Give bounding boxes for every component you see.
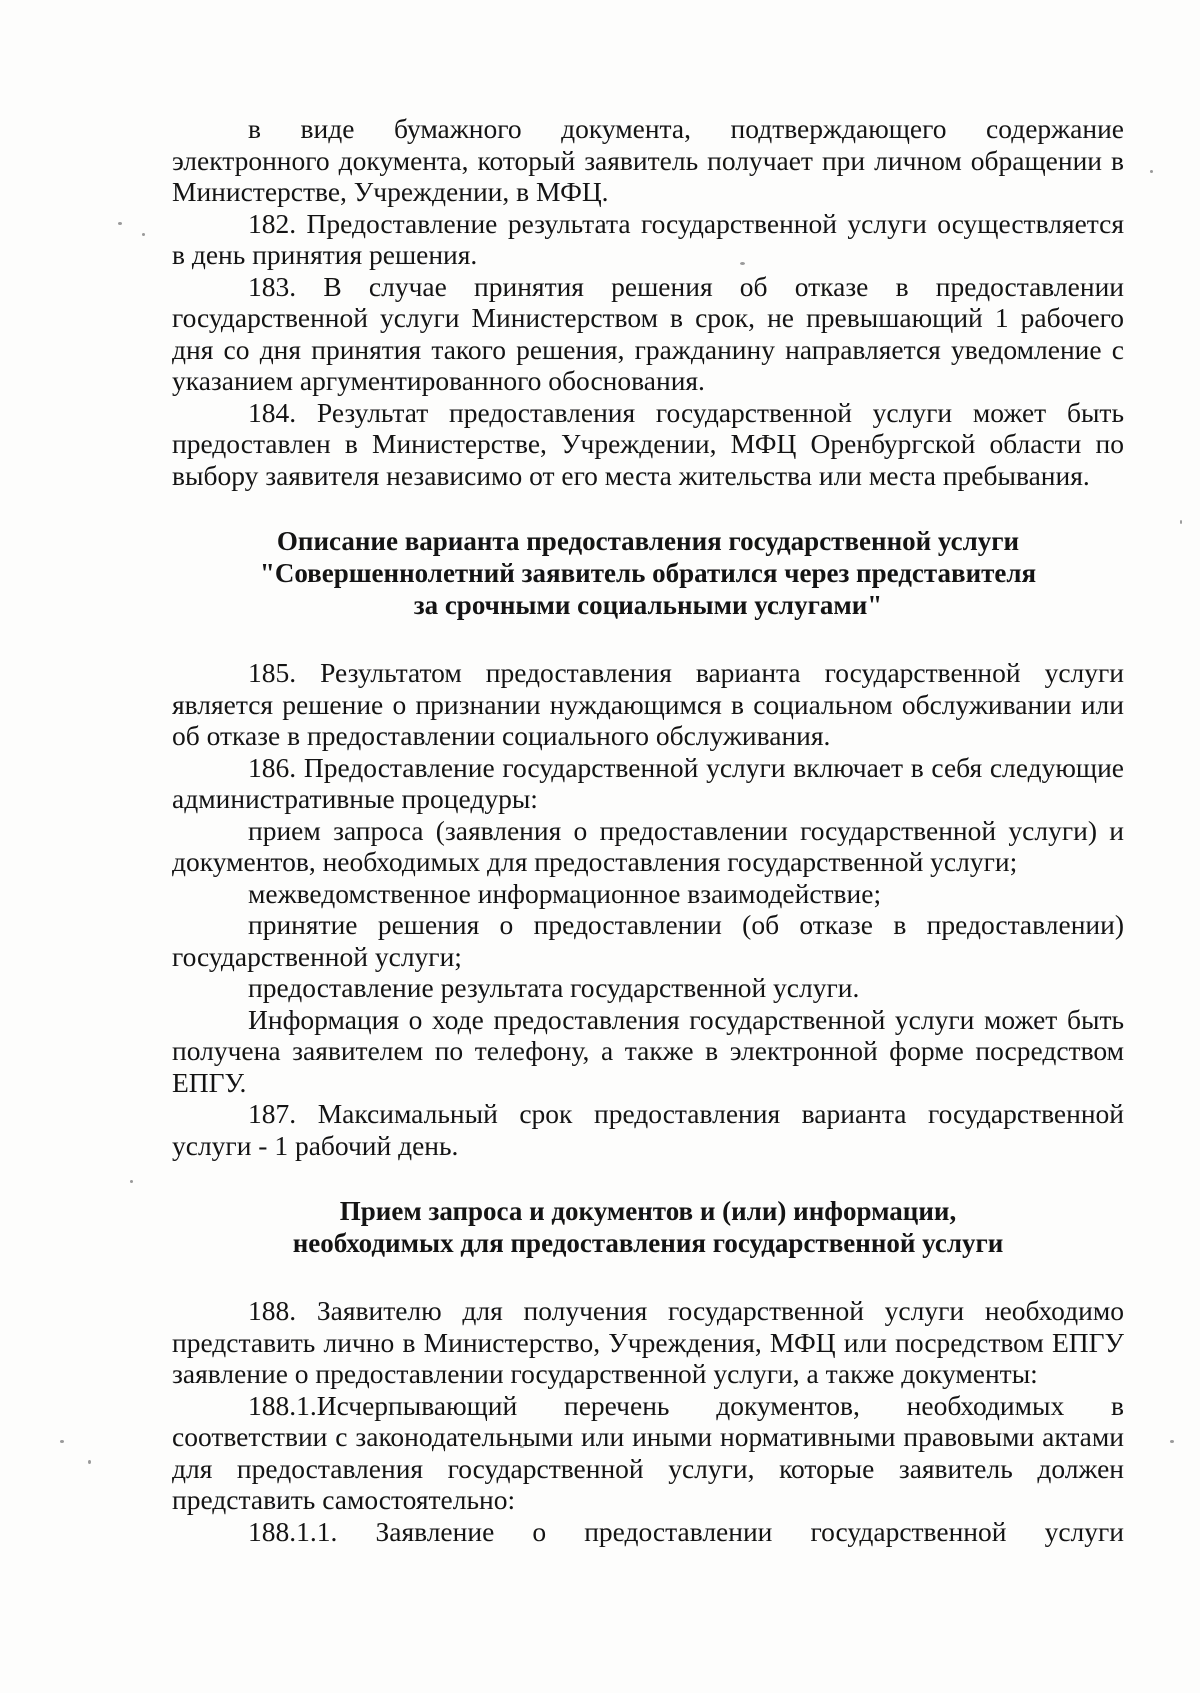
- scan-noise: [1150, 170, 1153, 173]
- paragraph-182: 182. Предоставление результата государственной услуги осуществляется в день принятия решения.: [172, 207, 1124, 270]
- scan-noise: [1170, 1440, 1174, 1443]
- section-heading-request: [172, 1195, 1124, 1259]
- scan-noise: [118, 222, 122, 225]
- paragraph-187: 187. Максимальный срок предоставления варианта государственной услуги - 1 рабочий день.: [172, 1098, 1124, 1161]
- paragraph-188-1-1: 188.1.1. Заявление о предоставлении государственной услуги: [248, 1515, 1124, 1547]
- heading-line: необходимых для предоставления государственной услуги: [292, 1228, 1004, 1258]
- paragraph-184: 184. Результат предоставления государственной услуги может быть предоставлен в Министерстве, Учреждении, МФЦ Оренбургской области по выбору заявителя независимо от его места жительства или места пребывания.: [172, 396, 1124, 491]
- spacer: [172, 1161, 1124, 1195]
- heading-line: Описание варианта предоставления государственной услуги: [276, 526, 1020, 556]
- scan-noise: [60, 1440, 64, 1443]
- paragraph-183: 183. В случае принятия решения об отказе в предоставлении государственной услуги Министерством в срок, не превышающий 1 рабочего дня со дня принятия такого решения, гражданину направляется уведомление с указанием аргументированного обоснования.: [172, 270, 1124, 396]
- procedure-item: прием запроса (заявления о предоставлении государственной услуги) и документов, необходимых для предоставления государственной услуги;: [172, 814, 1124, 877]
- document-body: [172, 113, 1124, 1547]
- procedure-item: принятие решения о предоставлении (об отказе в предоставлении) государственной услуги;: [172, 909, 1124, 972]
- procedure-item: предоставление результата государственной услуги.: [248, 972, 860, 1003]
- paragraph-188: 188. Заявителю для получения государственной услуги необходимо представить лично в Министерство, Учреждения, МФЦ или посредством ЕПГУ заявление о предоставлении государственной услуги, а также документы:: [172, 1295, 1124, 1389]
- paragraph-continued: в виде бумажного документа, подтверждающего содержание электронного документа, который заявитель получает при личном обращении в Министерстве, Учреждении, в МФЦ.: [172, 113, 1124, 207]
- section-heading-variant: [172, 525, 1124, 621]
- spacer: [172, 491, 1124, 525]
- paragraph-186: 186. Предоставление государственной услуги включает в себя следующие административные процедуры:: [172, 751, 1124, 814]
- paragraph-188-1: 188.1.Исчерпывающий перечень документов, необходимых в соответствии с законодательными или иными нормативными правовыми актами для предоставления государственной услуги, которые заявитель должен представить самостоятельно:: [172, 1389, 1124, 1515]
- scan-noise: [142, 233, 145, 236]
- spacer: [172, 1259, 1124, 1295]
- paragraph-info: Информация о ходе предоставления государственной услуги может быть получена заявителем по телефону, а также в электронной форме посредством ЕПГУ.: [172, 1003, 1124, 1098]
- paragraph-185: 185. Результатом предоставления варианта государственной услуги является решение о признании нуждающимся в социальном обслуживании или об отказе в предоставлении социального обслуживания.: [172, 657, 1124, 751]
- heading-line: "Совершеннолетний заявитель обратился через представителя: [259, 558, 1037, 588]
- spacer: [172, 621, 1124, 657]
- scan-noise: [88, 1460, 91, 1464]
- procedure-item: межведомственное информационное взаимодействие;: [248, 877, 882, 909]
- scan-noise: [130, 1180, 133, 1183]
- heading-line: Прием запроса и документов и (или) информации,: [339, 1196, 957, 1226]
- heading-line: за срочными социальными услугами": [413, 590, 883, 620]
- scan-noise: [1180, 520, 1182, 524]
